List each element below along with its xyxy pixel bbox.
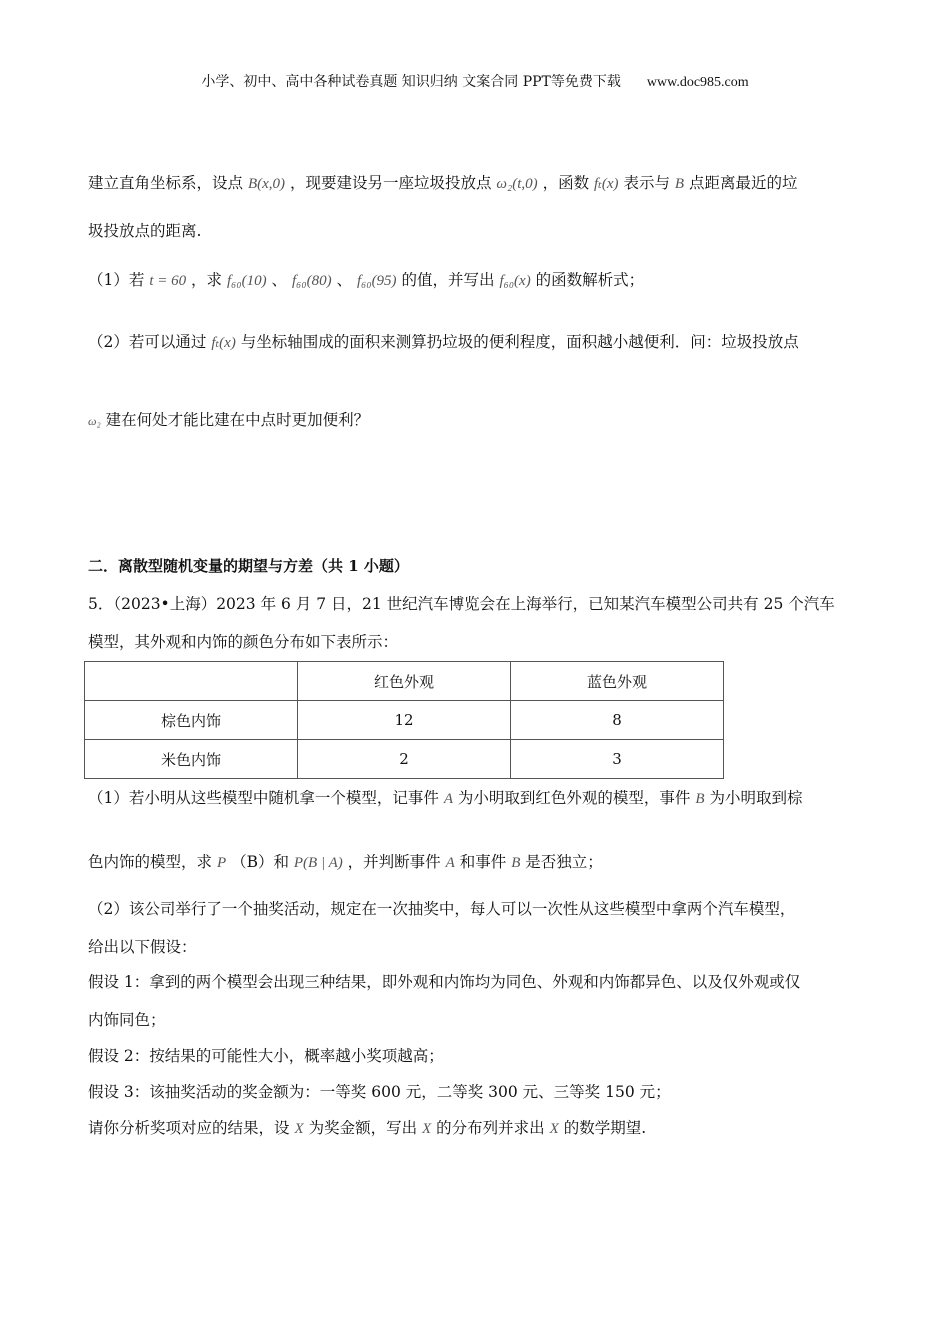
math-b: B [674,176,685,192]
problem-5-question-2-line-1: （2）该公司举行了一个抽奖活动，规定在一次抽奖中，每人可以一次性从这些模型中拿两个汽车模型， [88,900,796,918]
math-x: X [422,1121,432,1137]
hypothesis-2: 假设 2：按结果的可能性大小，概率越小奖项越高； [88,1047,444,1065]
table-cell: 棕色内饰 [85,701,298,740]
question-1 [88,273,644,289]
text: 的分布列并求出 [436,1119,545,1137]
table-row [85,701,724,740]
math-p: P [216,855,227,871]
table-header-row [85,662,724,701]
math-b: B [695,791,705,807]
math-x: X [549,1121,559,1137]
header-site: www.doc985.com [646,75,749,90]
text: 、 [271,271,288,289]
math-f60-95: f₆₀(95) [356,273,397,289]
text: 为小明取到棕 [709,789,803,807]
text: 建在何处才能比建在中点时更加便利？ [105,411,370,429]
table-header-cell: 蓝色外观 [511,662,724,701]
text: 与坐标轴围成的面积来测算扔垃圾的便利程度，面积越小越便利．问：垃圾投放点 [240,333,799,351]
math-point-b: B(x,0) [247,176,286,192]
math-ft-x: fₜ(x) [211,335,236,351]
math-a: A [445,855,455,871]
paragraph-1-line-2: 圾投放点的距离. [88,222,202,240]
problem-5-question-1-line-1 [88,791,803,807]
table-cell: 12 [298,701,511,740]
math-omega-point: ω₂(t,0) [496,176,538,192]
text: 表示与 [623,174,670,192]
text: 的值，并写出 [401,271,495,289]
problem-5-line-1: 5．（2023•上海）2023 年 6 月 7 日，21 世纪汽车博览会在上海举行，已知某汽车模型公司共有 25 个汽车 [88,595,835,613]
problem-5-question-1-line-2 [88,855,603,871]
text: ，现要建设另一座垃圾投放点 [289,174,492,192]
table-header-cell: 红色外观 [298,662,511,701]
hypothesis-3: 假设 3：该抽奖活动的奖金额为：一等奖 600 元，二等奖 300 元、三等奖 150 元； [88,1083,671,1101]
table-cell: 8 [511,701,724,740]
math-b: B [511,855,521,871]
hypothesis-1-line-2: 内饰同色； [88,1011,166,1029]
math-f60-10: f₆₀(10) [227,273,267,289]
text: 、 [336,271,353,289]
final-instruction [88,1121,646,1137]
section-title: 二．离散型随机变量的期望与方差（共 1 小题） [88,557,409,575]
hypothesis-1-line-1: 假设 1：拿到的两个模型会出现三种结果，即外观和内饰均为同色、外观和内饰都异色、以及仅外观或仅 [88,973,801,991]
math-t60: t = 60 [149,273,187,289]
text: 的函数解析式； [535,271,645,289]
text: ，并判断事件 [347,853,441,871]
text: 建立直角坐标系，设点 [88,174,244,192]
text: （1）若小明从这些模型中随机拿一个模型，记事件 [88,789,439,807]
text: 是否独立； [525,853,603,871]
text: 点距离最近的垃 [689,174,798,192]
text: 为奖金额，写出 [308,1119,418,1137]
text: 色内饰的模型，求 [88,853,213,871]
question-2-line-2 [88,413,369,429]
table-header-cell [85,662,298,701]
page-header [0,71,950,91]
problem-5-question-2-line-2: 给出以下假设： [88,938,197,956]
math-f60-80: f₆₀(80) [291,273,332,289]
table-cell: 3 [511,740,724,779]
text: ，函数 [542,174,590,192]
table-cell: 米色内饰 [85,740,298,779]
table-row [85,740,724,779]
math-f60-x: f₆₀(x) [499,273,531,289]
math-omega2: ω₂ [88,414,101,428]
math-ft-x: fₜ(x) [594,176,619,192]
text: 的数学期望. [563,1119,647,1137]
math-a: A [443,791,453,807]
text: 请你分析奖项对应的结果，设 [88,1119,290,1137]
text: 为小明取到红色外观的模型，事件 [457,789,691,807]
paragraph-1-line-1 [88,176,798,192]
math-x: X [294,1121,304,1137]
text: （2）若可以通过 [88,333,207,351]
text: 和事件 [459,853,507,871]
table-cell: 2 [298,740,511,779]
problem-5-line-2: 模型，其外观和内饰的颜色分布如下表所示： [88,633,399,651]
text: （B）和 [231,853,289,871]
text: ，求 [191,271,223,289]
color-distribution-table [84,661,724,779]
header-text: 小学、初中、高中各种试卷真题 知识归纳 文案合同 PPT等免费下载 [201,74,621,90]
text: （1）若 [88,271,145,289]
question-2-line-1 [88,335,799,351]
math-p-b-given-a: P(B | A) [293,855,343,871]
